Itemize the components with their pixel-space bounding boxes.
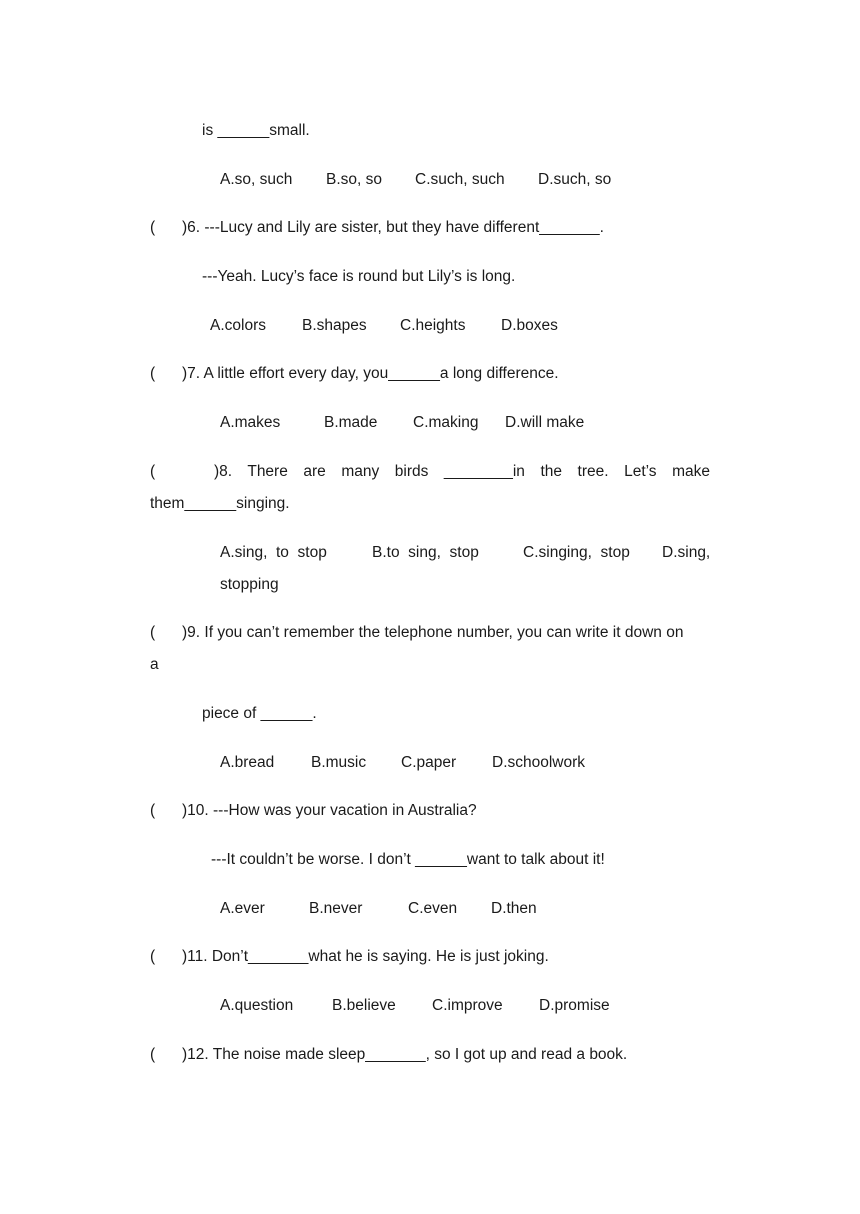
q5-option-d: D.such, so [538,171,612,188]
q11-option-a: A.question [220,997,294,1014]
q9-answer-paren: ( [150,624,156,641]
q7-option-d: D.will make [505,414,585,431]
q6-option-a: A.colors [210,317,266,334]
q7-answer-paren: ( [150,365,156,382]
q9-option-d: D.schoolwork [492,754,586,771]
q7-stem: )7. A little effort every day, you______a long difference. [182,365,559,382]
q8-option-a: A.sing, to stop [220,544,327,561]
q8-option-d-continuation: stopping [220,576,279,593]
q9-continuation: piece of ______. [202,705,317,722]
q11-option-d: D.promise [539,997,610,1014]
q12-stem: )12. The noise made sleep_______, so I got up and read a book. [182,1046,628,1063]
q5-option-c: C.such, such [415,171,505,188]
q7-option-a: A.makes [220,414,281,431]
q5-option-b: B.so, so [326,171,382,188]
q10-stem: )10. ---How was your vacation in Australia? [182,802,477,819]
q11-stem: )11. Don’t_______what he is saying. He is just joking. [182,948,549,965]
q9-option-b: B.music [311,754,367,771]
q9-option-c: C.paper [401,754,457,771]
q10-option-a: A.ever [220,900,265,917]
q11-option-c: C.improve [432,997,503,1014]
q6-option-c: C.heights [400,317,466,334]
q8-answer-paren: ( [150,463,156,480]
q8-stem: )8. There are many birds ________in the tree. Let’s make [214,463,710,480]
q8-option-b: B.to sing, stop [372,544,479,561]
q8-continuation: them______singing. [150,495,290,512]
q6-answer-paren: ( [150,219,156,236]
q10-reply: ---It couldn’t be worse. I don’t ______want to talk about it! [211,851,605,868]
q10-option-b: B.never [309,900,363,917]
q9-option-a: A.bread [220,754,275,771]
q7-option-c: C.making [413,414,479,431]
q6-reply: ---Yeah. Lucy’s face is round but Lily’s is long. [202,268,516,285]
q6-stem: )6. ---Lucy and Lily are sister, but they have different_______. [182,219,604,236]
q8-option-c: C.singing, stop [523,544,630,561]
q10-option-d: D.then [491,900,537,917]
q9-wrap: a [150,656,159,673]
q5-option-a: A.so, such [220,171,293,188]
q7-option-b: B.made [324,414,378,431]
q6-option-d: D.boxes [501,317,558,334]
q12-answer-paren: ( [150,1046,156,1063]
q6-option-b: B.shapes [302,317,367,334]
q11-option-b: B.believe [332,997,396,1014]
q10-option-c: C.even [408,900,458,917]
q10-answer-paren: ( [150,802,156,819]
q5-continuation: is ______small. [202,122,310,139]
q9-stem: )9. If you can’t remember the telephone number, you can write it down on [182,624,684,641]
q8-option-d: D.sing, [662,544,711,561]
q11-answer-paren: ( [150,948,156,965]
